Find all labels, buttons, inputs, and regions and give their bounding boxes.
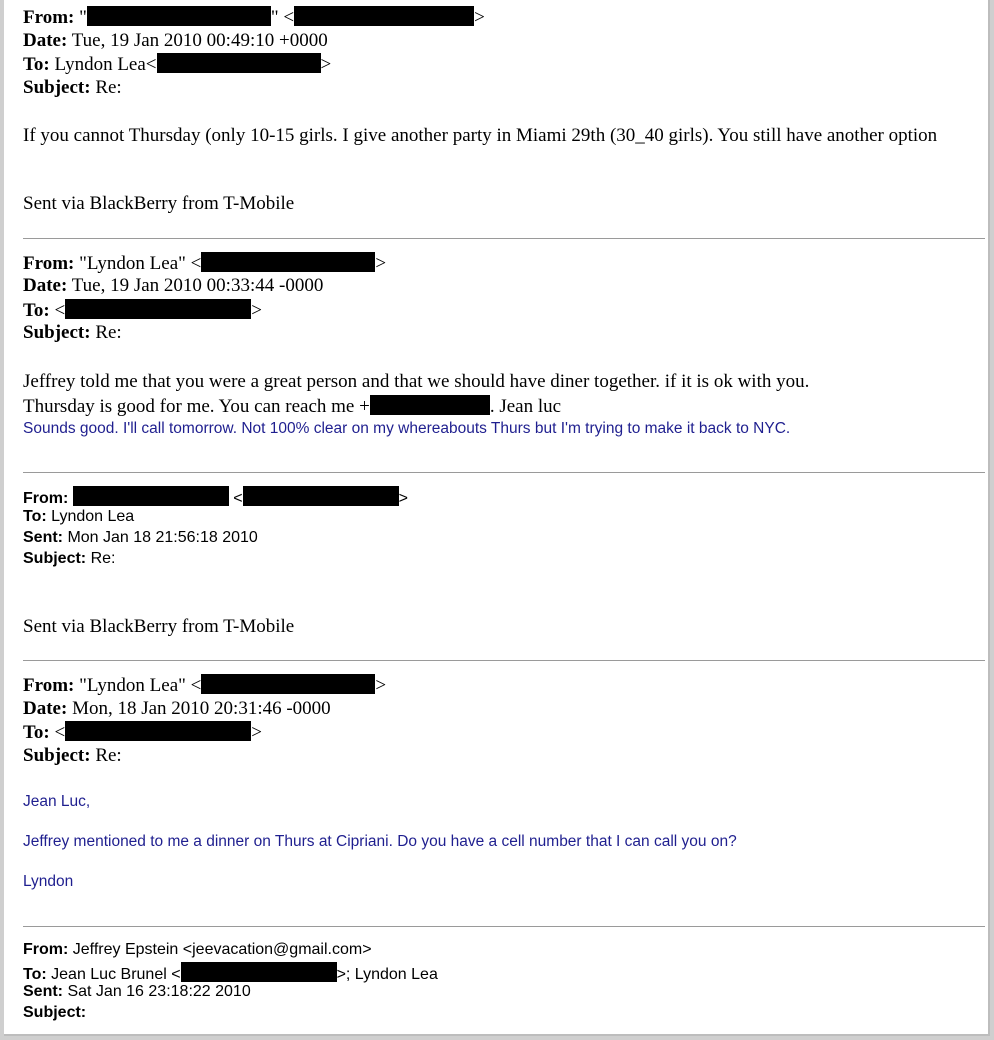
email2-to: To: < > bbox=[23, 300, 262, 321]
email3-to: To: Lyndon Lea bbox=[23, 508, 135, 525]
email-divider bbox=[23, 660, 985, 661]
redaction-bar bbox=[73, 486, 229, 506]
redaction-bar bbox=[294, 6, 474, 26]
email1-from: From: " " < > bbox=[23, 7, 485, 28]
email3-from: From: < > bbox=[23, 486, 408, 508]
email2-from: From: "Lyndon Lea" < > bbox=[23, 253, 387, 274]
email5-to: To: Jean Luc Brunel < >; Lyndon Lea bbox=[23, 962, 438, 984]
email3-signature: Sent via BlackBerry from T-Mobile bbox=[23, 616, 295, 637]
email4-subject: Subject: Re: bbox=[23, 745, 122, 766]
email3-subject: Subject: Re: bbox=[23, 550, 116, 567]
email5-subject: Subject: bbox=[23, 1004, 87, 1021]
email4-date: Date: Mon, 18 Jan 2010 20:31:46 -0000 bbox=[23, 698, 331, 719]
redaction-bar bbox=[157, 53, 321, 73]
email4-body: Jeffrey mentioned to me a dinner on Thurs at Cipriani. Do you have a cell number that I can call you on? bbox=[23, 833, 737, 850]
redaction-bar bbox=[370, 395, 490, 415]
redaction-bar bbox=[87, 6, 271, 26]
email2-date: Date: Tue, 19 Jan 2010 00:33:44 -0000 bbox=[23, 275, 324, 296]
redaction-bar bbox=[181, 962, 337, 982]
redaction-bar bbox=[201, 252, 375, 272]
email-divider bbox=[23, 926, 985, 927]
email-divider bbox=[23, 238, 985, 239]
email1-body: If you cannot Thursday (only 10-15 girls. I give another party in Miami 29th (30_40 girls). You still have another option bbox=[23, 125, 938, 146]
email2-body-line2: Thursday is good for me. You can reach me + . Jean luc bbox=[23, 396, 562, 417]
email2-reply-text: Sounds good. I'll call tomorrow. Not 100% clear on my whereabouts Thurs but I'm trying to make it back to NYC. bbox=[23, 420, 791, 437]
email2-subject: Subject: Re: bbox=[23, 322, 122, 343]
email1-subject: Subject: Re: bbox=[23, 77, 122, 98]
redaction-bar bbox=[65, 721, 251, 741]
redaction-bar bbox=[243, 486, 399, 506]
email4-from: From: "Lyndon Lea" < > bbox=[23, 675, 387, 696]
email5-from: From: Jeffrey Epstein <jeevacation@gmail.com> bbox=[23, 941, 372, 958]
email-divider bbox=[23, 472, 985, 473]
email2-body-line1: Jeffrey told me that you were a great person and that we should have diner together. if it is ok with you. bbox=[23, 371, 810, 392]
redaction-bar bbox=[201, 674, 375, 694]
email5-sent: Sent: Sat Jan 16 23:18:22 2010 bbox=[23, 983, 251, 1000]
email3-sent: Sent: Mon Jan 18 21:56:18 2010 bbox=[23, 529, 258, 546]
email-document-page bbox=[4, 0, 990, 1036]
email4-greeting: Jean Luc, bbox=[23, 793, 91, 810]
email1-signature: Sent via BlackBerry from T-Mobile bbox=[23, 193, 295, 214]
email4-sign: Lyndon bbox=[23, 873, 74, 890]
email4-to: To: < > bbox=[23, 722, 262, 743]
email1-to: To: Lyndon Lea< > bbox=[23, 54, 332, 75]
redaction-bar bbox=[65, 299, 251, 319]
email1-date: Date: Tue, 19 Jan 2010 00:49:10 +0000 bbox=[23, 30, 328, 51]
